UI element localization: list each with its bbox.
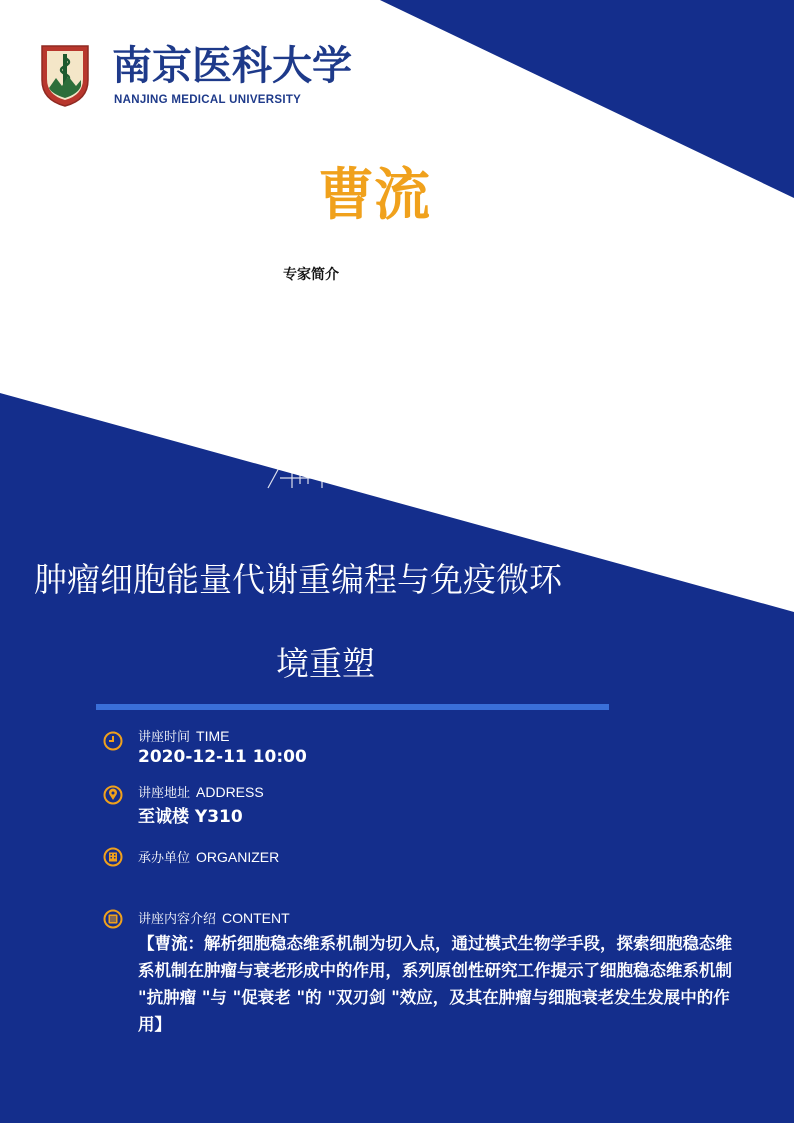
university-emblem-icon [40,44,90,108]
title-divider [96,704,609,710]
clock-icon [103,731,123,751]
top-right-navy-triangle [380,0,794,198]
time-label: 讲座时间 TIME [138,728,230,745]
expert-intro-label: 专家简介 [283,267,339,283]
organizer-label: 承办单位 ORGANIZER [138,849,280,866]
building-icon [103,847,123,867]
list-icon [103,909,123,929]
university-name-cn: 南京医科大学 [112,42,352,89]
campus-buildings-illustration [262,424,782,496]
lecture-title-line2: 境重塑 [276,644,375,683]
address-value: 至诚楼 Y310 [138,807,243,827]
address-label: 讲座地址 ADDRESS [138,784,264,801]
university-name-en: NANJING MEDICAL UNIVERSITY [114,94,302,106]
content-description: 【曹流：解析细胞稳态维系机制为切入点，通过模式生物学手段，探索细胞稳态维系机制在肿瘤与衰老形成中的作用，系列原创性研究工作提示了细胞稳态维系机制 "抗肿瘤 "与 "促衰老 "的 "双刃剑 "效应，及其在肿瘤与细胞衰老发生发展中的作用】 [138,934,732,1034]
speaker-name: 曹流 [318,163,430,228]
location-pin-icon [103,785,123,805]
content-label: 讲座内容介绍 CONTENT [138,910,290,927]
time-value: 2020-12-11 10:00 [138,747,307,767]
lecture-title-line1: 肿瘤细胞能量代谢重编程与免疫微环 [34,560,562,599]
